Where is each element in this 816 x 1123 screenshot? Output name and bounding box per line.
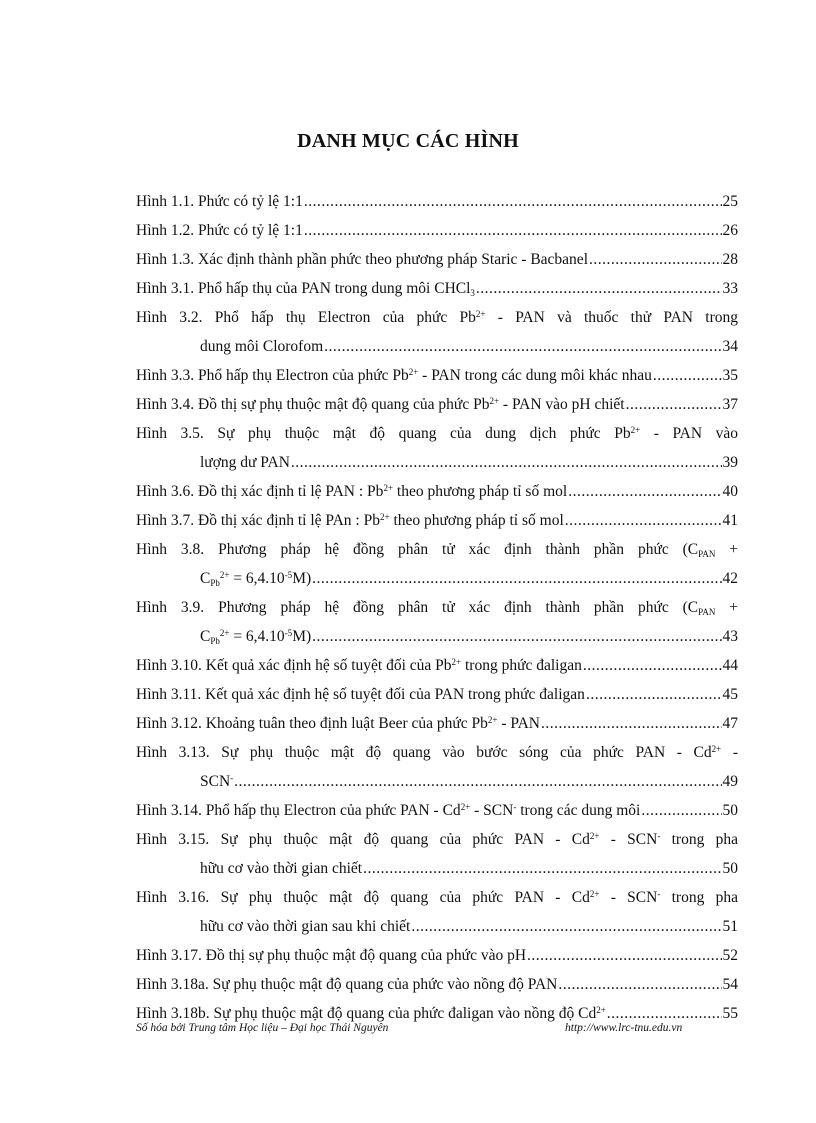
page-number: 33 [722,280,738,297]
caption-text: Hình 3.15. Sự phụ thuộc mật độ quang của phức PAN - Cd [136,831,590,848]
figure-entry[interactable] [136,274,738,303]
caption-text: Hình 3.3. Phổ hấp thụ Electron của phức Pb [136,367,409,384]
figure-entry-line [136,477,738,506]
superscript: 2+ [219,570,230,580]
caption-text: Hình 1.2. Phức có tỷ lệ 1:1 [136,222,303,239]
caption-text: Hình 3.7. Đồ thị xác định tỉ lệ PAn : Pb [136,512,380,529]
page-number: 52 [722,947,738,964]
dot-leader [653,361,722,390]
figure-entry-line [136,593,738,622]
caption-text: Hình 3.11. Kết quả xác định hệ số tuyệt đối của PAN trong phức đaligan [136,686,585,703]
figure-caption [136,477,567,506]
caption-text: Hình 3.12. Khoảng tuân theo định luật Beer của phức Pb [136,715,488,732]
figure-caption [200,912,410,941]
caption-text: lượng dư PAN [200,454,290,471]
caption-text: - PAN vào [640,425,738,442]
figure-entry-continuation [136,854,738,883]
figure-entry-line [136,535,738,564]
superscript: 2+ [460,802,471,812]
caption-text: + [715,599,738,616]
caption-text: trong các dung môi [516,802,641,819]
superscript: - [513,802,517,812]
caption-text: theo phương pháp tỉ số mol [393,483,568,500]
page-number: 37 [722,396,738,413]
page-number: 26 [722,222,738,239]
dot-leader [234,767,721,796]
dot-leader [589,245,722,274]
caption-text: - SCN [599,889,658,906]
subscript: PAN [698,549,716,559]
figure-entry-line [136,245,738,274]
superscript: 2+ [589,831,600,841]
dot-leader [312,564,721,593]
figure-caption [136,506,564,535]
figure-entry-line [136,941,738,970]
superscript: 2+ [487,715,498,725]
caption-text: Hình 3.6. Đồ thị xác định tỉ lệ PAN : Pb [136,483,384,500]
caption-text: M) [292,570,312,587]
caption-text: trong pha [660,889,738,906]
figure-caption [136,599,738,616]
figure-entry-line [136,303,738,332]
caption-text: dung môi Clorofom [200,338,324,355]
figure-entry-continuation [136,564,738,593]
figure-entry[interactable] [136,593,738,651]
figure-caption [136,390,625,419]
dot-leader [586,680,722,709]
footer-url[interactable]: http://www.lrc-tnu.edu.vn [565,1022,683,1034]
caption-text: M) [292,628,312,645]
dot-leader [583,651,722,680]
superscript: 2+ [630,425,641,435]
page-number: 50 [722,860,738,877]
figure-caption [200,767,233,796]
page-footer [136,1022,738,1040]
superscript: 2+ [451,657,462,667]
figure-entry[interactable] [136,970,738,999]
figure-entry[interactable] [136,680,738,709]
figure-entry-continuation [136,448,738,477]
dot-leader [476,274,722,303]
page-number: 39 [722,454,738,471]
caption-text: = 6,4.10 [229,570,285,587]
caption-text: - SCN [470,802,514,819]
figure-caption [200,622,311,651]
figure-entry-line [136,390,738,419]
page-number: 54 [722,976,738,993]
superscript: 2+ [380,512,390,522]
superscript: 2+ [383,483,394,493]
caption-text: - PAN vào pH chiết [499,396,625,413]
page-number: 35 [722,367,738,384]
caption-text: Hình 3.9. Phương pháp hệ đồng phân tử xác định thành phần phức (C [136,599,699,616]
caption-text: Hình 3.14. Phổ hấp thụ Electron của phức PAN - Cd [136,802,461,819]
figure-caption [136,831,738,848]
figure-caption [136,796,640,825]
dot-leader [568,477,721,506]
page-number: 51 [722,918,738,935]
figure-caption [136,274,475,303]
caption-text: Hình 3.18b. Sự phụ thuộc mật độ quang của phức đaligan vào nồng độ Cd [136,1005,597,1022]
superscript: 2+ [475,309,486,319]
dot-leader [304,187,722,216]
page-number: 47 [722,715,738,732]
caption-text: - SCN [599,831,658,848]
figure-entry-line [136,680,738,709]
figure-caption [136,970,557,999]
caption-text: C [200,628,211,645]
page-number: 49 [722,773,738,790]
dot-leader [558,970,721,999]
caption-text: Hình 3.1. Phổ hấp thụ của PAN trong dung môi CHCl [136,280,471,297]
caption-text: SCN [200,773,231,790]
caption-text: Hình 3.5. Sự phụ thuộc mật độ quang của dung dịch phức Pb [136,425,631,442]
dot-leader [324,332,721,361]
figure-entry[interactable] [136,535,738,593]
dot-leader [565,506,722,535]
figure-caption [136,187,303,216]
caption-text: Hình 3.8. Phương pháp hệ đồng phân tử xác định thành phần phức (C [136,541,699,558]
dot-leader [641,796,721,825]
figure-entry-line [136,216,738,245]
caption-text: Hình 3.4. Đồ thị sự phụ thuộc mật độ quang của phức Pb [136,396,490,413]
caption-text: hữu cơ vào thời gian sau khi chiết [200,918,411,935]
superscript: -5 [284,628,293,638]
caption-text: Hình 3.18a. Sự phụ thuộc mật độ quang của phức vào nồng độ PAN [136,976,558,993]
figure-entry[interactable] [136,245,738,274]
figure-entry-continuation [136,332,738,361]
caption-text: Hình 3.13. Sự phụ thuộc mật độ quang vào bước sóng của phức PAN - Cd [136,744,712,761]
superscript: 2+ [589,889,600,899]
caption-text: Hình 3.10. Kết quả xác định hệ số tuyệt đối của Pb [136,657,452,674]
figure-caption [200,448,290,477]
figure-entry-line [136,738,738,767]
caption-text: = 6,4.10 [229,628,285,645]
figure-caption [136,709,540,738]
figure-entry[interactable] [136,796,738,825]
figure-entry-continuation [136,767,738,796]
footer-source: Số hóa bởi Trung tâm Học liệu – Đại học Thái Nguyên [136,1022,389,1034]
caption-text: + [715,541,738,558]
figure-caption [136,651,582,680]
subscript: Pb [210,578,220,588]
page-number: 42 [722,570,738,587]
caption-text: - PAN [497,715,540,732]
page-number: 25 [722,193,738,210]
figure-entry-line [136,796,738,825]
caption-text: C [200,570,211,587]
figure-entry-line [136,883,738,912]
dot-leader [291,448,722,477]
figure-entry-line [136,651,738,680]
figure-entry[interactable] [136,477,738,506]
caption-text: Hình 1.1. Phức có tỷ lệ 1:1 [136,193,303,210]
figure-entry[interactable] [136,709,738,738]
figure-caption [136,425,738,442]
dot-leader [363,854,721,883]
superscript: - [657,889,661,899]
figure-entry[interactable] [136,506,738,535]
page-number: 55 [722,1005,738,1022]
caption-text: - PAN trong các dung môi khác nhau [418,367,652,384]
caption-text: Hình 3.16. Sự phụ thuộc mật độ quang của phức PAN - Cd [136,889,590,906]
figure-entry[interactable] [136,187,738,216]
subscript: PAN [698,607,716,617]
page-number: 50 [722,802,738,819]
caption-text: Hình 3.17. Đồ thị sự phụ thuộc mật độ quang của phức vào pH [136,947,527,964]
page-number: 34 [722,338,738,355]
figure-entry-line [136,187,738,216]
dot-leader [527,941,721,970]
caption-text: trong pha [660,831,738,848]
figure-entry-line [136,970,738,999]
dot-leader [411,912,721,941]
figure-entry-line [136,361,738,390]
figure-entry[interactable] [136,419,738,477]
figure-caption [136,541,738,558]
page-number: 28 [722,251,738,268]
figure-caption [136,889,738,906]
figure-caption [136,216,303,245]
figure-entry[interactable] [136,941,738,970]
page-number: 40 [722,483,738,500]
superscript: 2+ [711,744,722,754]
figure-caption [136,941,526,970]
page-number: 41 [722,512,738,529]
figure-entry-continuation [136,622,738,651]
superscript: - [230,773,234,783]
caption-text: trong phức đaligan [461,657,582,674]
page-number: 45 [722,686,738,703]
figure-caption [200,564,311,593]
caption-text: Hình 1.3. Xác định thành phần phức theo phương pháp Staric - Bacbanel [136,251,588,268]
superscript: 2+ [489,396,500,406]
figure-entry[interactable] [136,390,738,419]
figure-entry[interactable] [136,883,738,941]
figure-entry[interactable] [136,738,738,796]
figure-caption [136,245,588,274]
page-number: 43 [722,628,738,645]
figure-caption [136,744,738,761]
figure-caption [200,854,362,883]
figure-entry-continuation [136,912,738,941]
figure-entry[interactable] [136,825,738,883]
figure-entry[interactable] [136,303,738,361]
superscript: 2+ [219,628,230,638]
caption-text: hữu cơ vào thời gian chiết [200,860,363,877]
figure-caption [136,361,652,390]
figure-entry[interactable] [136,651,738,680]
figure-caption [200,332,323,361]
caption-text: - PAN và thuốc thử PAN trong [485,309,738,326]
figure-caption [136,680,585,709]
caption-text: - [721,744,738,761]
dot-leader [304,216,722,245]
dot-leader [541,709,722,738]
figure-entry[interactable] [136,216,738,245]
subscript: Pb [210,636,220,646]
figure-caption [136,309,738,326]
superscript: 2+ [408,367,419,377]
dot-leader [626,390,722,419]
figure-entry-line [136,506,738,535]
figure-entry-line [136,825,738,854]
dot-leader [312,622,721,651]
subscript: 3 [470,288,475,298]
caption-text: theo phương pháp tỉ số mol [389,512,564,529]
figure-entry-line [136,709,738,738]
figure-entry-line [136,274,738,303]
figure-list [136,187,738,1028]
superscript: -5 [284,570,293,580]
superscript: 2+ [596,1005,606,1015]
figure-entry-line [136,419,738,448]
figure-entry[interactable] [136,361,738,390]
superscript: - [657,831,661,841]
page-number: 44 [722,657,738,674]
page-title: DANH MỤC CÁC HÌNH [297,130,519,152]
caption-text: Hình 3.2. Phổ hấp thụ Electron của phức Pb [136,309,476,326]
